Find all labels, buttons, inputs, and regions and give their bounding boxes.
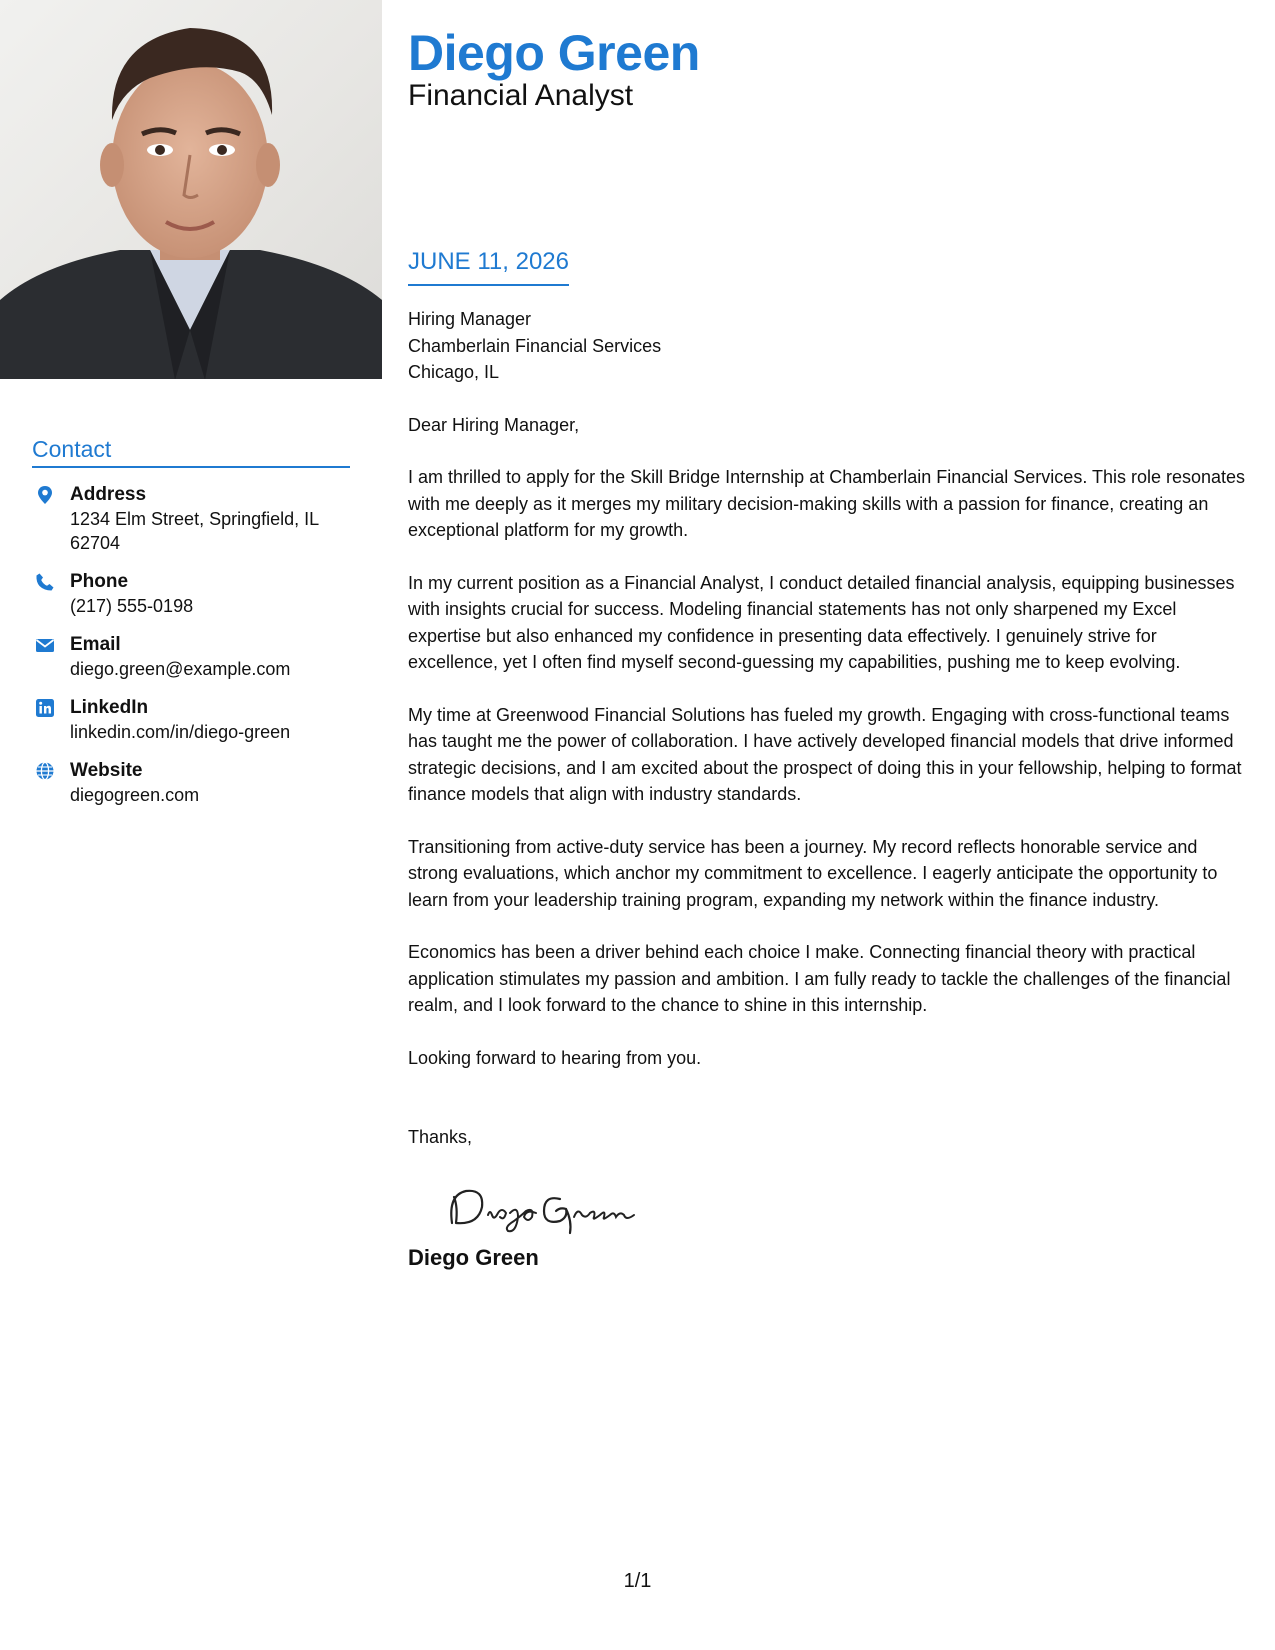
page-number: 1/1 <box>623 1570 652 1592</box>
contact-label: Phone <box>70 571 129 592</box>
envelope-icon <box>35 635 55 655</box>
map-pin-icon <box>35 485 55 505</box>
contact-value: diego.green@example.com <box>70 659 291 679</box>
letter-body <box>408 306 1248 1271</box>
letter-header <box>408 22 1248 114</box>
contact-value: (217) 555-0198 <box>70 596 194 616</box>
contact-phone <box>32 570 350 618</box>
contact-address <box>32 483 350 555</box>
letter-paragraph: Looking forward to hearing from you. <box>408 1047 702 1068</box>
contact-heading: Contact <box>32 436 350 468</box>
recipient-block <box>408 306 1248 386</box>
contact-label: Email <box>70 634 121 655</box>
handwritten-signature <box>444 1177 1248 1237</box>
linkedin-icon <box>35 698 55 718</box>
letter-paragraph: I am thrilled to apply for the Skill Bridge Internship at Chamberlain Financial Services. This role resonates with me deeply as it merges my military decision-making skills with a passion for finance, creating an exceptional platform for my growth. <box>408 467 1246 540</box>
portrait-illustration <box>0 0 382 379</box>
contact-label: Website <box>70 760 143 781</box>
contact-email <box>32 633 350 681</box>
applicant-name: Diego Green <box>408 25 700 81</box>
closing: Thanks, <box>408 1127 473 1147</box>
recipient-line: Chamberlain Financial Services <box>408 335 662 356</box>
contact-linkedin <box>32 696 350 744</box>
letter-date: JUNE 11, 2026 <box>408 248 569 286</box>
globe-icon <box>35 761 55 781</box>
contact-label: LinkedIn <box>70 697 149 718</box>
contact-label: Address <box>70 484 147 505</box>
letter-paragraph: My time at Greenwood Financial Solutions has fueled my growth. Engaging with cross-functional teams has taught me the power of collaboration. I have actively developed financial models that drive informed strategic decisions, and I am excited about the prospect of doing this in your fellowship, helping to format finance models that align with industry standards. <box>408 704 1242 804</box>
letter-paragraph: Transitioning from active-duty service has been a journey. My record reflects honorable service and strong evaluations, which anchor my commitment to excellence. I eagerly anticipate the opportunity to learn from your leadership training program, expanding my network within the finance industry. <box>408 836 1218 910</box>
contact-website <box>32 759 350 807</box>
contact-sidebar <box>32 436 350 807</box>
greeting: Dear Hiring Manager, <box>408 414 580 435</box>
signature-drawing <box>444 1177 644 1237</box>
letter-paragraph: In my current position as a Financial Analyst, I conduct detailed financial analysis, equipping businesses with insights crucial for success. Modeling financial statements has not only sharpened my Excel expertise but also enhanced my confidence in presenting data effectively. I genuinely strive for excellence, yet I often find myself second-guessing my capabilities, pushing me to keep evolving. <box>408 572 1235 672</box>
contact-value: diegogreen.com <box>70 785 200 805</box>
contact-value: linkedin.com/in/diego-green <box>70 722 291 742</box>
contact-value: 1234 Elm Street, Springfield, IL 62704 <box>70 509 319 553</box>
recipient-line: Hiring Manager <box>408 309 532 329</box>
letter-paragraph: Economics has been a driver behind each choice I make. Connecting financial theory with practical application stimulates my passion and ambition. I am fully ready to tackle the challenges of the financial realm, and I look forward to the chance to shine in this internship. <box>408 942 1231 1015</box>
profile-photo <box>0 0 382 379</box>
phone-icon <box>35 572 55 592</box>
signer-name: Diego Green <box>408 1244 539 1270</box>
recipient-line: Chicago, IL <box>408 362 500 382</box>
applicant-title: Financial Analyst <box>408 79 634 112</box>
